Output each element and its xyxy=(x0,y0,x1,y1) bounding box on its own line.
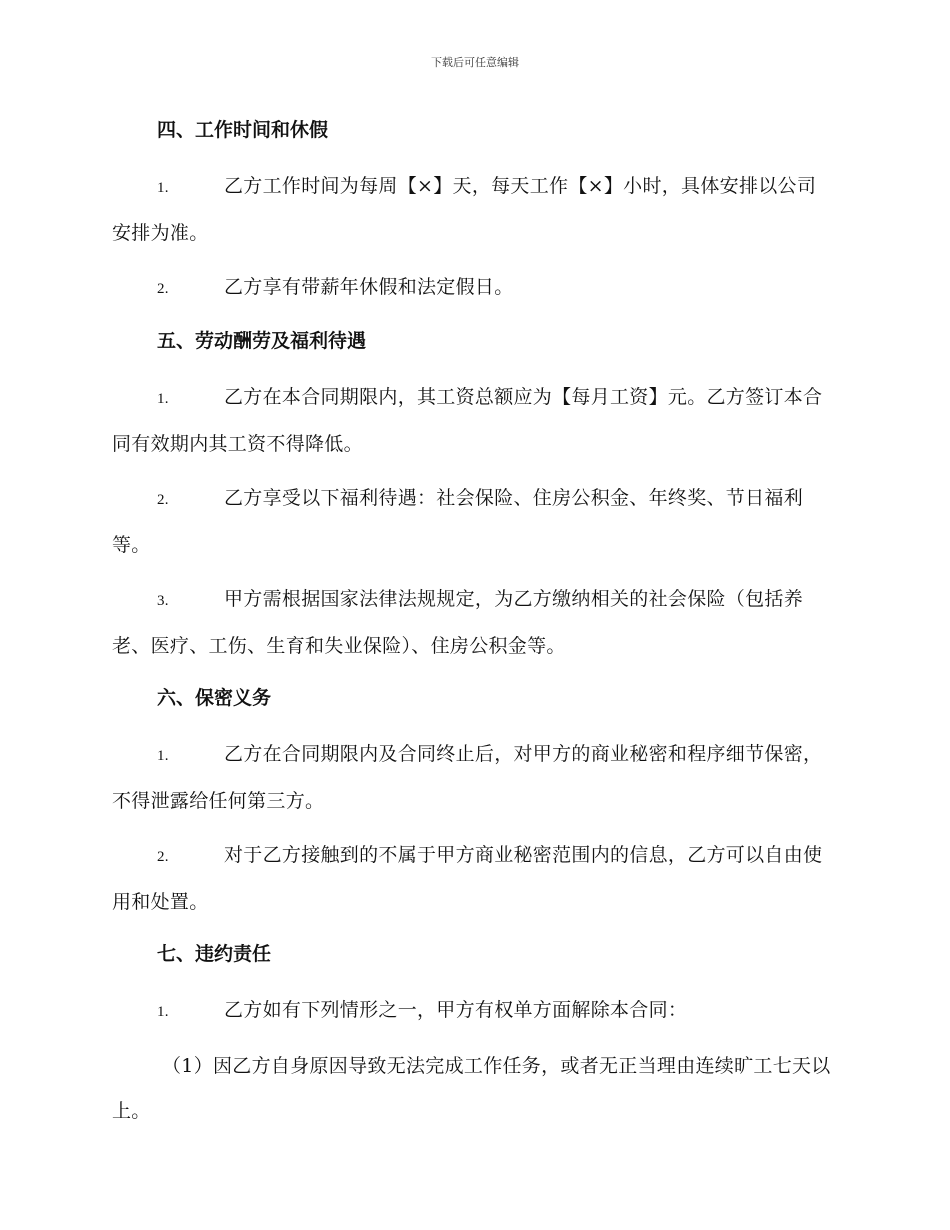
clause-number: 1. xyxy=(157,1004,169,1020)
clause-text: 乙方如有下列情形之一，甲方有权单方面解除本合同： xyxy=(224,999,688,1021)
clause-work-hours-1 xyxy=(112,164,834,256)
clause-number: 1. xyxy=(157,180,169,196)
clause-text: 乙方享有带薪年休假和法定假日。 xyxy=(224,276,514,298)
clause-compensation-1 xyxy=(112,375,834,467)
clause-confidentiality-1 xyxy=(112,732,834,824)
clause-compensation-3 xyxy=(112,577,834,669)
clause-text: 乙方在合同期限内及合同终止后，对甲方的商业秘密和程序细节保密，不得泄露给任何第三方。 xyxy=(112,743,823,812)
page-header: 下载后可任意编辑 xyxy=(431,56,519,69)
clause-text: 乙方享受以下福利待遇：社会保险、住房公积金、年终奖、节日福利等。 xyxy=(112,487,804,556)
clause-text: 乙方在本合同期限内，其工资总额应为【每月工资】元。乙方签订本合同有效期内其工资不得降低。 xyxy=(112,386,823,455)
clause-number: 2. xyxy=(157,849,169,865)
clause-number: 1. xyxy=(157,748,169,764)
subclause-liability-1-1: （1）因乙方自身原因导致无法完成工作任务，或者无正当理由连续旷工七天以上。 xyxy=(112,1055,831,1122)
section-heading-confidentiality: 六、保密义务 xyxy=(157,687,272,709)
clause-confidentiality-2 xyxy=(112,833,834,925)
clause-number: 3. xyxy=(157,593,169,609)
clause-text: 对于乙方接触到的不属于甲方商业秘密范围内的信息，乙方可以自由使用和处置。 xyxy=(112,844,823,913)
clause-text: 乙方工作时间为每周【×】天，每天工作【×】小时，具体安排以公司安排为准。 xyxy=(112,175,817,244)
clause-number: 2. xyxy=(157,492,169,508)
clause-number: 1. xyxy=(157,391,169,407)
clause-text: 甲方需根据国家法律法规规定，为乙方缴纳相关的社会保险（包括养老、医疗、工伤、生育和失业保险）、住房公积金等。 xyxy=(112,588,804,657)
document-body xyxy=(112,110,834,1143)
clause-liability-1 xyxy=(112,988,834,1035)
section-heading-liability: 七、违约责任 xyxy=(157,943,272,965)
clause-compensation-2 xyxy=(112,476,834,568)
section-heading-work-hours: 四、工作时间和休假 xyxy=(157,119,329,141)
section-heading-compensation: 五、劳动酬劳及福利待遇 xyxy=(157,330,367,352)
clause-work-hours-2 xyxy=(112,265,834,312)
clause-number: 2. xyxy=(157,281,169,297)
